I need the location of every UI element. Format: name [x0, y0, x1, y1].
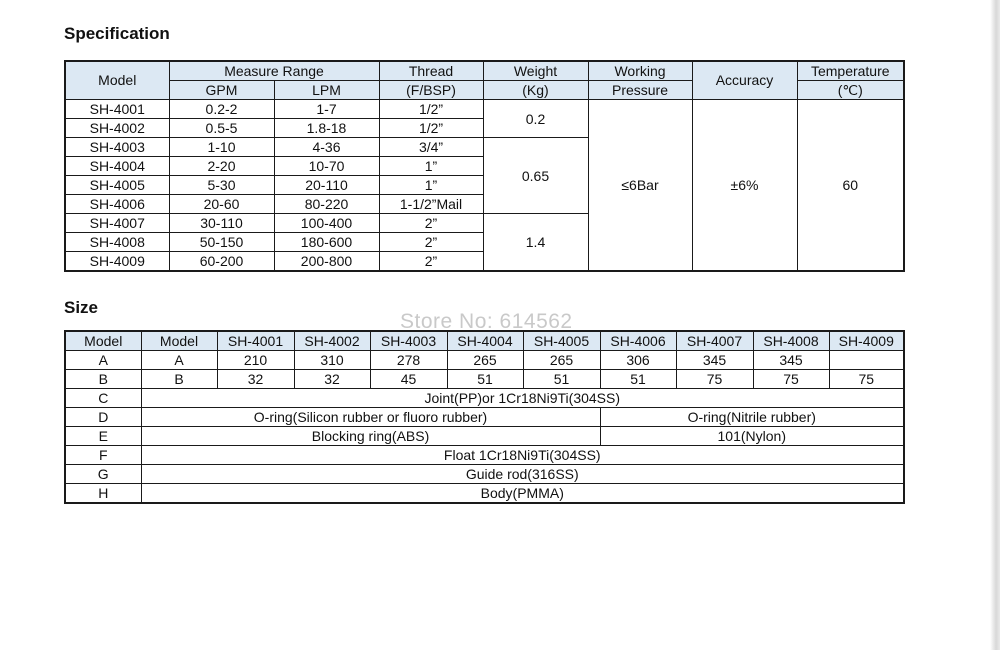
spec-gpm: 5-30: [169, 176, 274, 195]
spec-lpm: 100-400: [274, 214, 379, 233]
size-header-cell: SH-4007: [676, 331, 753, 351]
spec-thread: 1/2”: [379, 119, 483, 138]
size-header-cell: SH-4001: [217, 331, 294, 351]
header-pressure: Pressure: [588, 81, 692, 100]
size-header-cell: SH-4005: [523, 331, 600, 351]
size-cell: A: [141, 351, 217, 370]
header-lpm: LPM: [274, 81, 379, 100]
header-weight: Weight: [483, 61, 588, 81]
size-cell: 210: [217, 351, 294, 370]
spec-thread: 1”: [379, 176, 483, 195]
spec-model: SH-4005: [65, 176, 169, 195]
size-float-material: Float 1Cr18Ni9Ti(304SS): [141, 446, 904, 465]
spec-gpm: 0.5-5: [169, 119, 274, 138]
page-edge-shadow: [990, 0, 1000, 650]
size-cell: B: [65, 370, 141, 389]
spec-lpm: 20-110: [274, 176, 379, 195]
spec-model: SH-4001: [65, 100, 169, 119]
size-cell: 75: [676, 370, 753, 389]
size-row-label: C: [65, 389, 141, 408]
spec-thread: 2”: [379, 233, 483, 252]
size-blocking-ring-nylon: 101(Nylon): [600, 427, 904, 446]
spec-model: SH-4002: [65, 119, 169, 138]
spec-thread: 2”: [379, 252, 483, 272]
spec-model: SH-4003: [65, 138, 169, 157]
size-header-cell: SH-4002: [294, 331, 370, 351]
spec-lpm: 1-7: [274, 100, 379, 119]
size-cell: 75: [829, 370, 904, 389]
spec-thread: 3/4”: [379, 138, 483, 157]
size-cell: [829, 351, 904, 370]
size-guide-rod-material: Guide rod(316SS): [141, 465, 904, 484]
spec-gpm: 0.2-2: [169, 100, 274, 119]
spec-gpm: 50-150: [169, 233, 274, 252]
header-gpm: GPM: [169, 81, 274, 100]
size-cell: 32: [217, 370, 294, 389]
size-row-label: E: [65, 427, 141, 446]
size-header-cell: SH-4006: [600, 331, 676, 351]
size-cell: 306: [600, 351, 676, 370]
size-body-material: Body(PMMA): [141, 484, 904, 504]
spec-model: SH-4007: [65, 214, 169, 233]
size-cell: 310: [294, 351, 370, 370]
size-oring-nitrile: O-ring(Nitrile rubber): [600, 408, 904, 427]
size-joint-material: Joint(PP)or 1Cr18Ni9Ti(304SS): [141, 389, 904, 408]
spec-lpm: 1.8-18: [274, 119, 379, 138]
size-blocking-ring-abs: Blocking ring(ABS): [141, 427, 600, 446]
spec-pressure: ≤6Bar: [588, 100, 692, 272]
spec-model: SH-4009: [65, 252, 169, 272]
size-header-cell: SH-4008: [753, 331, 829, 351]
header-thread-unit: (F/BSP): [379, 81, 483, 100]
spec-thread: 1-1/2”Mail: [379, 195, 483, 214]
store-watermark: Store No: 614562: [400, 310, 573, 333]
specification-table: [64, 60, 905, 272]
size-cell: 345: [676, 351, 753, 370]
size-row-label: D: [65, 408, 141, 427]
size-cell: 265: [523, 351, 600, 370]
spec-model: SH-4006: [65, 195, 169, 214]
size-cell: 45: [370, 370, 447, 389]
spec-lpm: 180-600: [274, 233, 379, 252]
spec-thread: 2”: [379, 214, 483, 233]
size-cell: A: [65, 351, 141, 370]
size-row-label: H: [65, 484, 141, 504]
size-oring-silicon: O-ring(Silicon rubber or fluoro rubber): [141, 408, 600, 427]
size-cell: 51: [523, 370, 600, 389]
spec-gpm: 2-20: [169, 157, 274, 176]
size-header-cell: Model: [141, 331, 217, 351]
size-cell: 51: [447, 370, 523, 389]
spec-temperature: 60: [797, 100, 904, 272]
size-table: [64, 330, 905, 504]
header-accuracy: Accuracy: [692, 61, 797, 100]
size-cell: 32: [294, 370, 370, 389]
size-header-cell: SH-4004: [447, 331, 523, 351]
header-model: Model: [65, 61, 169, 100]
size-cell: 265: [447, 351, 523, 370]
size-title: Size: [64, 298, 99, 317]
spec-thread: 1”: [379, 157, 483, 176]
spec-gpm: 1-10: [169, 138, 274, 157]
specification-title: Specification: [64, 24, 170, 43]
size-row-label: F: [65, 446, 141, 465]
spec-gpm: 20-60: [169, 195, 274, 214]
spec-weight: 1.4: [483, 214, 588, 272]
header-temperature-unit: (℃): [797, 81, 904, 100]
header-working: Working: [588, 61, 692, 81]
spec-gpm: 60-200: [169, 252, 274, 272]
spec-gpm: 30-110: [169, 214, 274, 233]
header-temperature: Temperature: [797, 61, 904, 81]
size-header-cell: Model: [65, 331, 141, 351]
size-cell: 51: [600, 370, 676, 389]
spec-model: SH-4008: [65, 233, 169, 252]
spec-model: SH-4004: [65, 157, 169, 176]
size-cell: 345: [753, 351, 829, 370]
spec-lpm: 4-36: [274, 138, 379, 157]
header-thread: Thread: [379, 61, 483, 81]
size-cell: 75: [753, 370, 829, 389]
header-weight-unit: (Kg): [483, 81, 588, 100]
spec-lpm: 80-220: [274, 195, 379, 214]
size-cell: B: [141, 370, 217, 389]
size-cell: 278: [370, 351, 447, 370]
spec-weight: 0.65: [483, 138, 588, 214]
size-header-cell: SH-4003: [370, 331, 447, 351]
size-header-cell: SH-4009: [829, 331, 904, 351]
spec-lpm: 200-800: [274, 252, 379, 272]
spec-weight: 0.2: [483, 100, 588, 138]
spec-thread: 1/2”: [379, 100, 483, 119]
size-row-label: G: [65, 465, 141, 484]
spec-lpm: 10-70: [274, 157, 379, 176]
spec-accuracy: ±6%: [692, 100, 797, 272]
header-measure-range: Measure Range: [169, 61, 379, 81]
